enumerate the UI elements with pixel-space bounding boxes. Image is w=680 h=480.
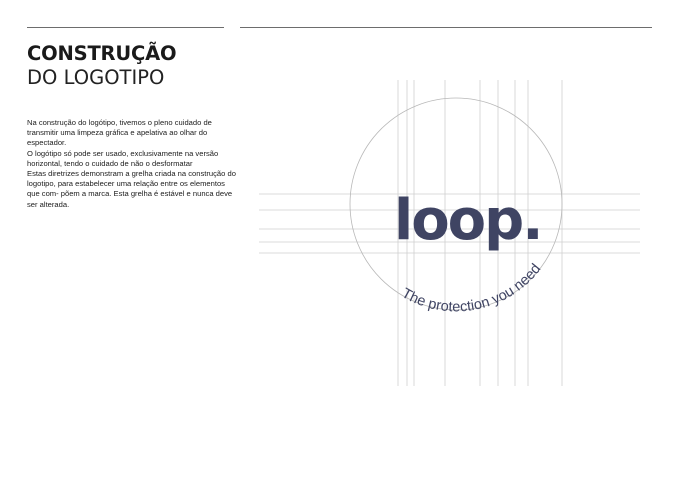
logo-tagline-path: The protection you need bbox=[398, 261, 545, 316]
paragraph-2: O logótipo só pode ser usado, exclusivamente na versão horizontal, tendo o cuidado de não o desformatar bbox=[27, 148, 219, 168]
title-line-2: DO LOGOTIPO bbox=[27, 65, 165, 89]
paragraph-1: Na construção do logótipo, tivemos o pleno cuidado de transmitir uma limpeza gráfica e apelativa ao olhar do espectador. bbox=[27, 118, 212, 148]
logo-wordmark: loop. bbox=[394, 188, 542, 253]
paragraph-3: Estas diretrizes demonstram a grelha criada na construção do logotipo, para estabelecer uma relação entre os elementos que com- põem a marca. Esta grelha é estável e nunca deve ser alterada. bbox=[27, 169, 236, 209]
title-line-1: CONSTRUÇÃO bbox=[27, 42, 177, 65]
logo-tagline bbox=[399, 261, 544, 315]
